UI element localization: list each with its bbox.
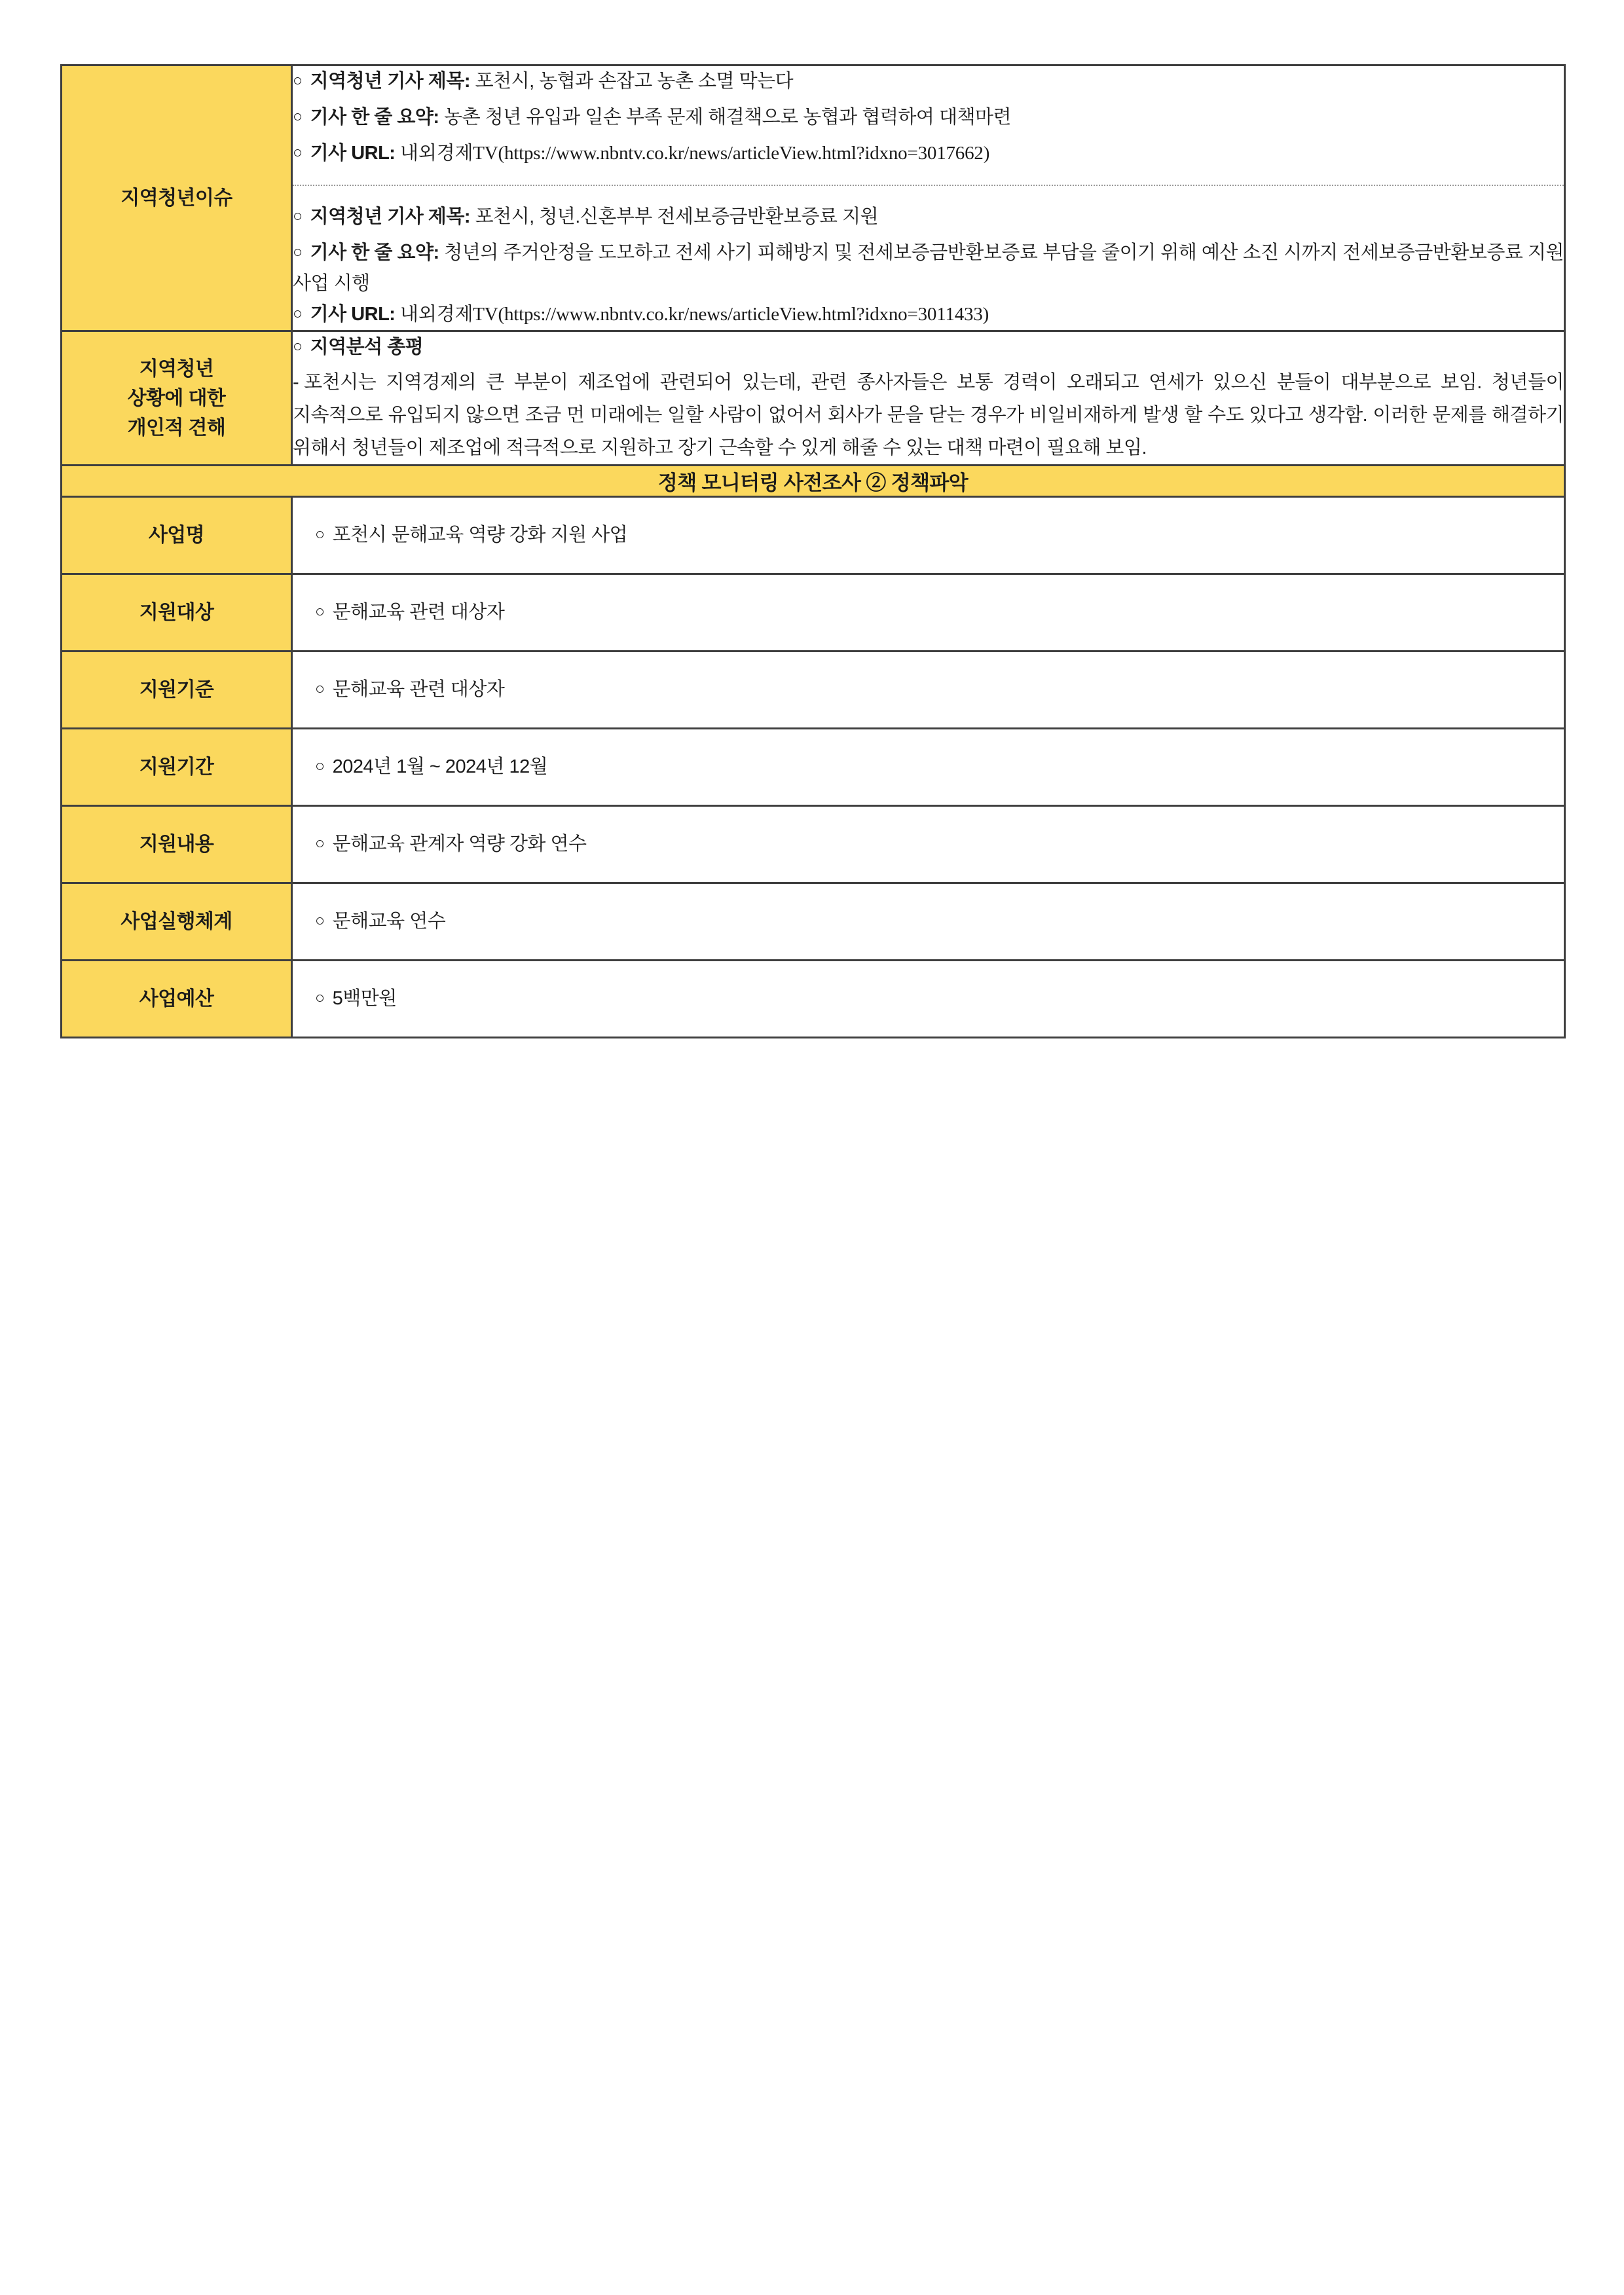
row-label-personal-opinion (62, 331, 292, 466)
bullet-icon: ○ (293, 304, 303, 323)
table-row-policy-0 (62, 497, 1565, 574)
table-row-personal-opinion (62, 331, 1565, 466)
row-label-policy-5: 사업실행체계 (62, 883, 292, 961)
table-row-policy-2 (62, 652, 1565, 729)
bullet-icon: ○ (315, 602, 325, 621)
row-body-policy-4 (292, 806, 1565, 883)
article-2-summary-line (293, 238, 1564, 299)
table-row-policy-3 (62, 729, 1565, 806)
row-label-personal-opinion-line-1: 지역청년 (139, 358, 214, 380)
article-1-title-key: 지역청년 기사 제목: (310, 71, 470, 92)
article-2-summary-value: 청년의 주거안정을 도모하고 전세 사기 피해방지 및 전세보증금반환보증료 부담을 줄이기 위해 예산 소진 시까지 전세보증금반환보증료 지원 사업 시행 (293, 242, 1564, 294)
row-label-policy-0: 사업명 (62, 497, 292, 574)
row-value-policy-2: 문해교육 관련 대상자 (332, 679, 505, 701)
bullet-icon: ○ (293, 206, 303, 225)
article-2-url-key: 기사 URL: (310, 303, 396, 325)
row-label-policy-4: 지원내용 (62, 806, 292, 883)
row-value-policy-4: 문해교육 관계자 역량 강화 연수 (332, 834, 587, 855)
table-row-policy-1 (62, 574, 1565, 652)
bullet-icon: ○ (315, 680, 325, 699)
row-body-policy-5 (292, 883, 1565, 961)
row-label-policy-1: 지원대상 (62, 574, 292, 652)
row-body-policy-1 (292, 574, 1565, 652)
opinion-body-text: 포천시는 지역경제의 큰 부분이 제조업에 관련되어 있는데, 관련 종사자들은 보통 경력이 오래되고 연세가 있으신 분들이 대부분으로 보임. 청년들이 지속적으로 유입되지 않으면 조금 먼 미래에는 일할 사람이 없어서 회사가 문을 닫는 경우가 비일비재하게 발생 할 수도 있다고 생각함. 이러한 문제를 해결하기 위해서 청년들이 제조업에 적극적으로 지원하고 장기 근속할 수 있게 해줄 수 있는 대책 마련이 필요해 보임. (293, 371, 1564, 458)
row-value-policy-5: 문해교육 연수 (332, 911, 446, 932)
row-label-policy-2: 지원기준 (62, 652, 292, 729)
row-label-policy-3: 지원기간 (62, 729, 292, 806)
bullet-icon: ○ (315, 989, 325, 1008)
bullet-icon: ○ (293, 143, 303, 162)
row-label-local-youth-issue: 지역청년이슈 (62, 65, 292, 331)
row-body-personal-opinion (292, 331, 1565, 466)
table-row-policy-4 (62, 806, 1565, 883)
article-2-url-line (293, 299, 1564, 330)
article-1-title-line (293, 66, 1564, 97)
article-2-title-line (293, 202, 1564, 232)
monitoring-report-table (60, 64, 1566, 1038)
table-row-policy-6 (62, 961, 1565, 1038)
bullet-icon: ○ (315, 525, 325, 544)
section-divider (293, 185, 1564, 186)
article-1-title-value: 포천시, 농협과 손잡고 농촌 소멸 막는다 (475, 71, 794, 92)
bullet-icon: ○ (293, 71, 303, 90)
article-2-title-key: 지역청년 기사 제목: (310, 206, 470, 227)
opinion-body-paragraph (293, 367, 1564, 465)
row-body-local-youth-issue (292, 65, 1565, 331)
article-1-url-key: 기사 URL: (310, 142, 396, 164)
row-body-policy-0 (292, 497, 1565, 574)
row-label-personal-opinion-line-2: 상황에 대한 (127, 387, 226, 409)
article-2-url-value: 내외경제TV(https://www.nbntv.co.kr/news/articleView.html?idxno=3011433) (400, 303, 989, 325)
table-row-local-youth-issue (62, 65, 1565, 331)
article-1-summary-key: 기사 한 줄 요약: (310, 106, 439, 128)
table-row-policy-5 (62, 883, 1565, 961)
bullet-icon: ○ (315, 834, 325, 853)
opinion-heading-line (293, 332, 1564, 363)
row-label-personal-opinion-line-3: 개인적 견해 (127, 416, 226, 439)
article-1-summary-line (293, 102, 1564, 133)
row-value-policy-0: 포천시 문해교육 역량 강화 지원 사업 (332, 524, 628, 546)
article-2-title-value: 포천시, 청년.신혼부부 전세보증금반환보증료 지원 (475, 206, 879, 227)
article-1-url-value: 내외경제TV(https://www.nbntv.co.kr/news/articleView.html?idxno=3017662) (400, 142, 990, 164)
row-label-policy-6: 사업예산 (62, 961, 292, 1038)
row-value-policy-1: 문해교육 관련 대상자 (332, 602, 505, 623)
dash-icon: - (293, 371, 299, 393)
article-1-summary-value: 농촌 청년 유입과 일손 부족 문제 해결책으로 농협과 협력하여 대책마련 (444, 106, 1012, 128)
bullet-icon: ○ (293, 242, 303, 261)
row-value-policy-3: 2024년 1월 ~ 2024년 12월 (332, 756, 548, 778)
bullet-icon: ○ (315, 911, 325, 930)
article-block-2 (293, 202, 1564, 330)
article-block-1 (293, 66, 1564, 169)
opinion-heading: 지역분석 총평 (310, 336, 424, 358)
article-1-url-line (293, 138, 1564, 169)
section-banner: 정책 모니터링 사전조사 ② 정책파악 (62, 466, 1565, 497)
row-body-policy-2 (292, 652, 1565, 729)
article-2-summary-key: 기사 한 줄 요약: (310, 242, 439, 263)
row-value-policy-6: 5백만원 (332, 988, 397, 1010)
bullet-icon: ○ (293, 107, 303, 126)
row-body-policy-6 (292, 961, 1565, 1038)
table-row-section-banner (62, 466, 1565, 497)
bullet-icon: ○ (315, 757, 325, 776)
bullet-icon: ○ (293, 337, 303, 356)
row-body-policy-3 (292, 729, 1565, 806)
